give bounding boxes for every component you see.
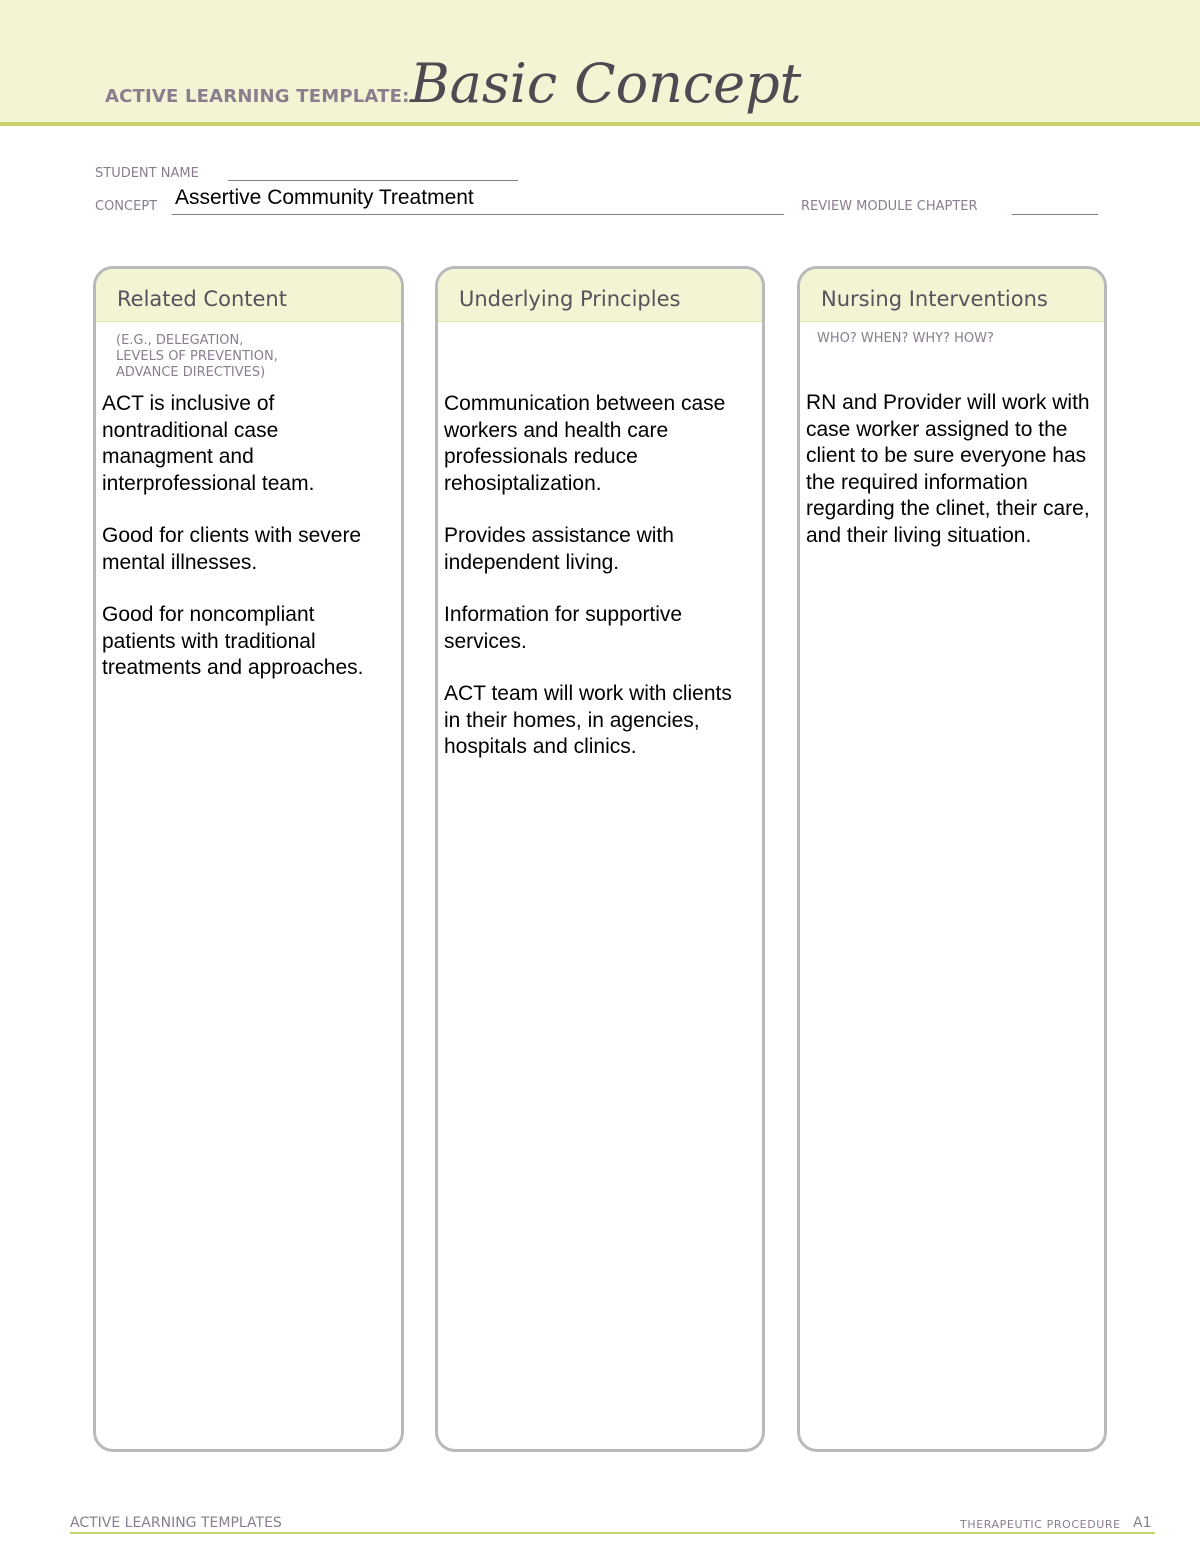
related-paragraph: ACT is inclusive of nontraditional case managment and interprofessional team. — [102, 392, 315, 495]
nursing-interventions-subtitle: WHO? WHEN? WHY? HOW? — [817, 331, 994, 346]
interventions-paragraph: RN and Provider will work with case worker assigned to the client to be sure everyone has the required information regarding the clinet, their care, and their living situation. — [806, 391, 1090, 547]
related-subtitle-line: LEVELS OF PREVENTION, — [116, 349, 278, 364]
nursing-interventions-panel — [797, 266, 1107, 1452]
related-content-text[interactable] — [102, 391, 393, 708]
underlying-principles-panel — [435, 266, 765, 1452]
nursing-interventions-title: Nursing Interventions — [821, 287, 1048, 311]
page-title: Basic Concept — [410, 52, 802, 115]
concept-label: CONCEPT — [95, 199, 158, 214]
review-module-label: REVIEW MODULE CHAPTER — [801, 199, 978, 214]
header-rule — [0, 122, 1200, 126]
related-content-subtitle — [116, 333, 278, 381]
nursing-interventions-header — [800, 269, 1104, 322]
underlying-principles-title: Underlying Principles — [459, 287, 681, 311]
concept-line[interactable] — [172, 214, 784, 215]
underlying-principles-text[interactable] — [444, 391, 754, 787]
related-content-title: Related Content — [117, 287, 287, 311]
student-name-line[interactable] — [228, 180, 518, 181]
principles-paragraph: ACT team will work with clients in their homes, in agencies, hospitals and clinics. — [444, 682, 732, 758]
underlying-principles-header — [438, 269, 762, 322]
related-subtitle-line: ADVANCE DIRECTIVES) — [116, 365, 266, 380]
principles-paragraph: Information for supportive services. — [444, 603, 683, 653]
concept-field[interactable]: Assertive Community Treatment — [175, 186, 474, 209]
principles-paragraph: Provides assistance with independent living. — [444, 524, 674, 574]
related-content-header — [96, 269, 401, 322]
template-label: ACTIVE LEARNING TEMPLATE: — [105, 86, 410, 107]
footer-page-code: A1 — [1133, 1515, 1152, 1531]
related-content-panel — [93, 266, 404, 1452]
principles-paragraph: Communication between case workers and health care professionals reduce rehosiptalization. — [444, 392, 726, 495]
footer-template-type: THERAPEUTIC PROCEDURE — [960, 1518, 1121, 1531]
review-module-line[interactable] — [1012, 214, 1098, 215]
footer-rule — [70, 1532, 1155, 1534]
footer-series-label: ACTIVE LEARNING TEMPLATES — [70, 1515, 282, 1531]
student-name-label: STUDENT NAME — [95, 166, 199, 181]
nursing-interventions-text[interactable] — [806, 390, 1096, 575]
related-subtitle-line: (E.G., DELEGATION, — [116, 333, 244, 348]
related-paragraph: Good for noncompliant patients with traditional treatments and approaches. — [102, 603, 364, 679]
related-paragraph: Good for clients with severe mental illnesses. — [102, 524, 362, 574]
